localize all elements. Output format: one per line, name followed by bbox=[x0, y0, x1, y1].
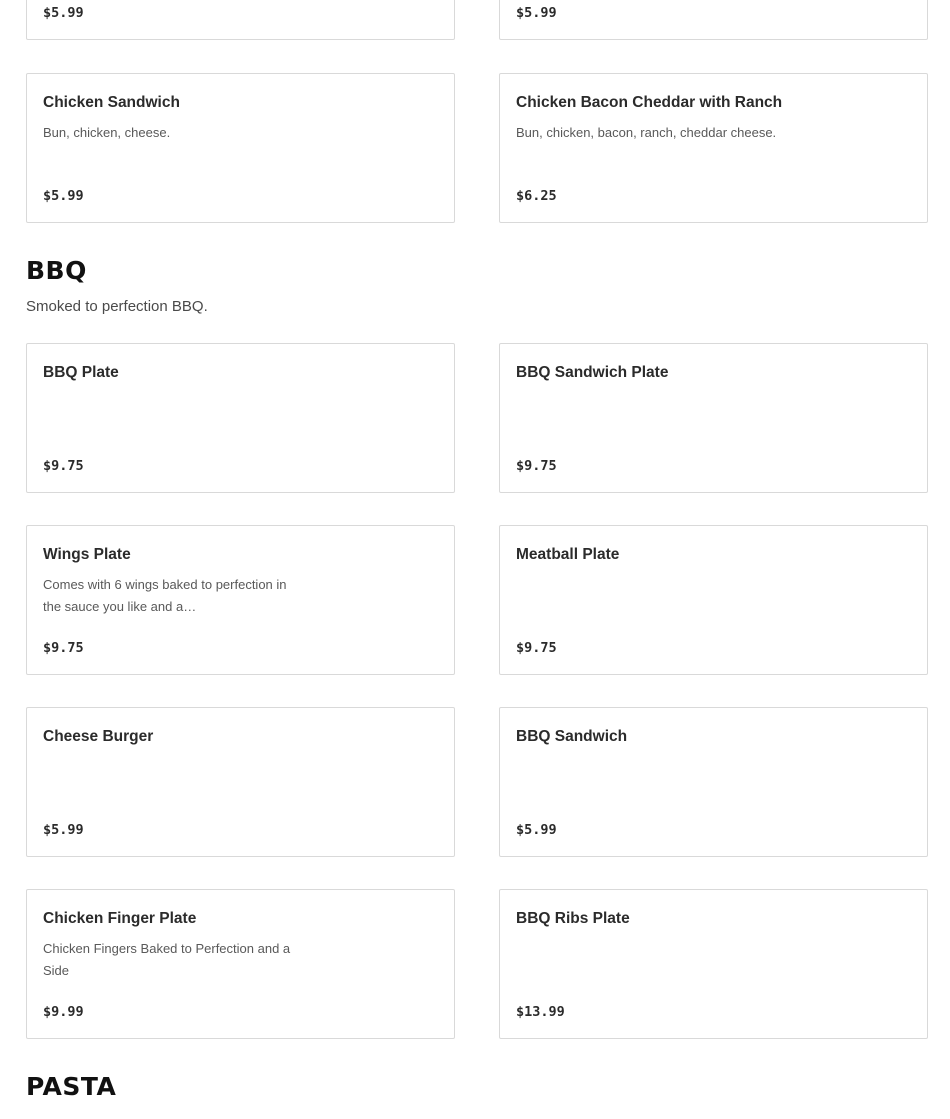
item-name: Meatball Plate bbox=[516, 546, 620, 563]
item-name: Chicken Finger Plate bbox=[43, 910, 197, 927]
item-description: Bun, chicken, cheese. bbox=[43, 125, 171, 140]
item-name: BBQ Plate bbox=[43, 364, 119, 381]
item-price: $9.99 bbox=[43, 1004, 84, 1020]
item-price: $6.25 bbox=[516, 188, 557, 204]
section-title-bbq: BBQ bbox=[26, 256, 87, 285]
menu-item-bbq-sandwich-plate[interactable] bbox=[499, 343, 928, 493]
menu-item-chicken-bacon-cheddar[interactable] bbox=[499, 73, 928, 223]
menu-item-wings-plate[interactable] bbox=[26, 525, 455, 675]
item-name: BBQ Ribs Plate bbox=[516, 910, 630, 927]
item-price: $5.99 bbox=[43, 822, 84, 838]
item-name: BBQ Sandwich bbox=[516, 728, 628, 745]
menu-item-chicken-finger-plate[interactable] bbox=[26, 889, 455, 1039]
item-name: Cheese Burger bbox=[43, 728, 154, 745]
menu-item-meatball-plate[interactable] bbox=[499, 525, 928, 675]
menu-item-bbq-plate[interactable] bbox=[26, 343, 455, 493]
item-price: $5.99 bbox=[43, 5, 84, 21]
item-name: Wings Plate bbox=[43, 546, 131, 563]
item-price: $9.75 bbox=[43, 458, 84, 474]
item-description: Comes with 6 wings baked to perfection in the sauce you like and a… bbox=[43, 577, 287, 614]
menu-item-card[interactable] bbox=[26, 0, 455, 40]
item-name: BBQ Sandwich Plate bbox=[516, 364, 669, 381]
menu-item-cheese-burger[interactable] bbox=[26, 707, 455, 857]
menu-item-bbq-sandwich[interactable] bbox=[499, 707, 928, 857]
menu-item-bbq-ribs-plate[interactable] bbox=[499, 889, 928, 1039]
item-name: Chicken Bacon Cheddar with Ranch bbox=[516, 94, 783, 111]
item-price: $9.75 bbox=[516, 458, 557, 474]
item-description: Bun, chicken, bacon, ranch, cheddar cheese. bbox=[516, 125, 777, 140]
menu-item-chicken-sandwich[interactable] bbox=[26, 73, 455, 223]
item-name: Chicken Sandwich bbox=[43, 94, 180, 111]
item-description: Chicken Fingers Baked to Perfection and a Side bbox=[43, 941, 291, 978]
section-title-pasta: PASTA bbox=[26, 1072, 117, 1101]
item-price: $5.99 bbox=[516, 5, 557, 21]
item-price: $5.99 bbox=[516, 822, 557, 838]
section-description-bbq: Smoked to perfection BBQ. bbox=[26, 298, 208, 315]
item-price: $13.99 bbox=[516, 1004, 565, 1020]
item-price: $9.75 bbox=[43, 640, 84, 656]
item-price: $9.75 bbox=[516, 640, 557, 656]
item-price: $5.99 bbox=[43, 188, 84, 204]
menu-item-card[interactable] bbox=[499, 0, 928, 40]
